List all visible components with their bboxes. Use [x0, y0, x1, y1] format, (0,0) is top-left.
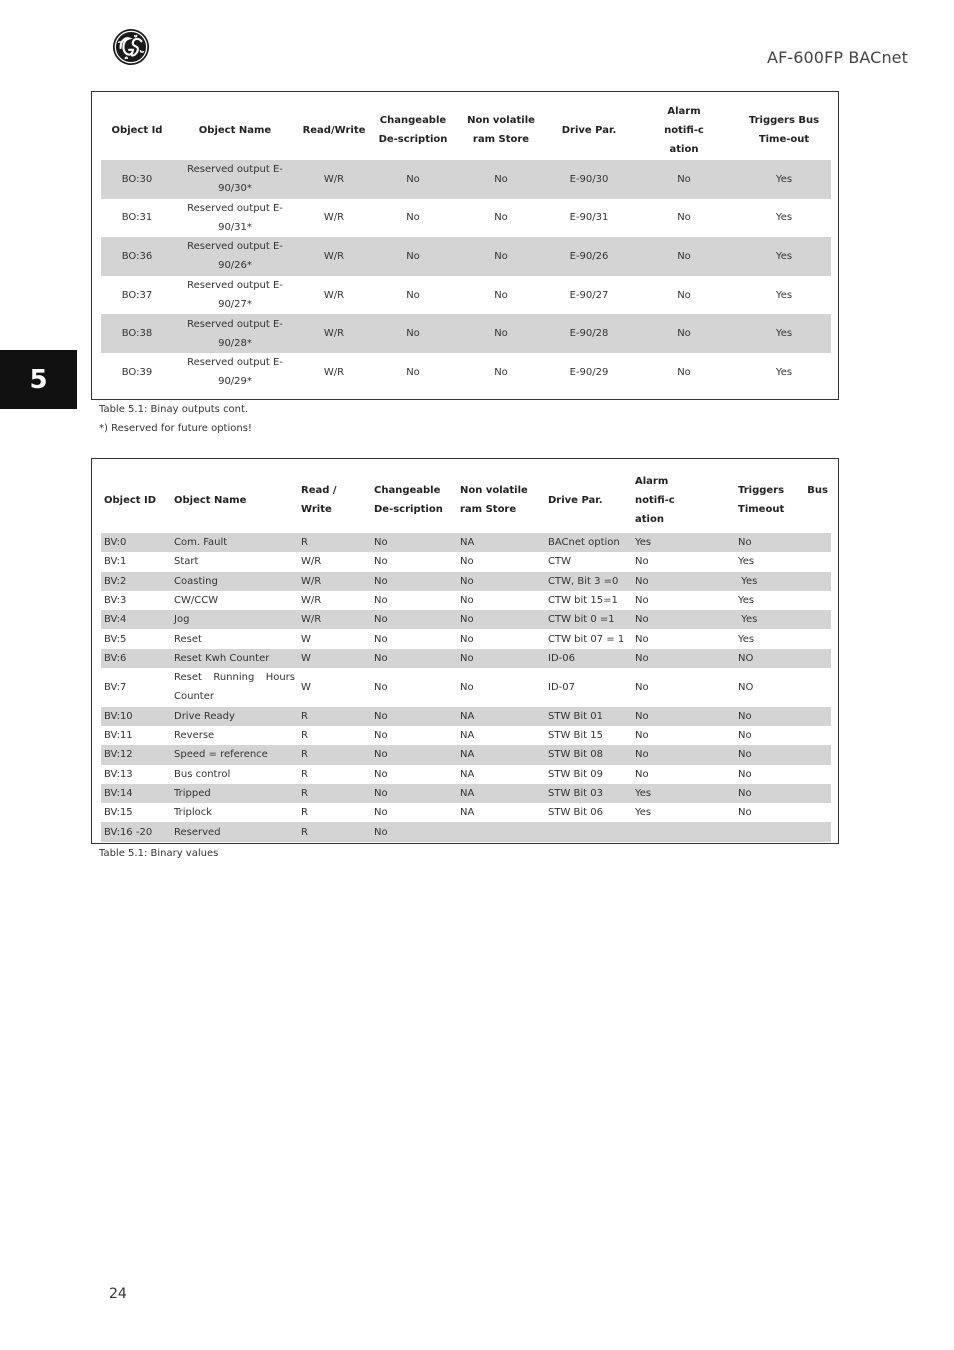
table-cell	[545, 822, 632, 841]
table-cell: W/R	[301, 595, 322, 607]
table-cell: No	[494, 366, 508, 378]
header-non-volatile-ram-store: Non volatile ram Store	[460, 485, 528, 515]
table-cell: Reverse	[174, 730, 215, 742]
table-cell: E-90/26	[547, 237, 631, 276]
table-cell: E-90/28	[547, 314, 631, 353]
table-row	[101, 237, 831, 276]
table-cell: BV:14	[101, 784, 171, 803]
table-cell: Yes	[775, 212, 793, 224]
table-cell: Drive Ready	[171, 707, 298, 726]
table-cell: CTW	[548, 556, 571, 568]
table-row	[101, 745, 831, 764]
table-cell: Yes	[735, 610, 831, 629]
table-cell: BV:6	[101, 649, 171, 668]
table-row	[101, 784, 831, 803]
table-row	[101, 765, 831, 784]
table-cell: W/R	[298, 610, 371, 629]
table-cell: No	[457, 572, 545, 591]
header-bus-word: Bus	[807, 485, 828, 496]
table-cell: No	[371, 784, 457, 803]
table-row	[101, 803, 831, 822]
table-cell: No	[738, 768, 752, 780]
table-cell: R	[298, 745, 371, 764]
header-triggers-word: Triggers	[738, 485, 785, 496]
table-cell: Yes	[738, 595, 755, 607]
document-title: AF-600FP BACnet	[767, 48, 908, 67]
name-word: Running	[213, 672, 255, 684]
table-footnote: *) Reserved for future options!	[99, 423, 252, 434]
table-cell: Reserved	[171, 822, 298, 841]
table-cell: No	[677, 212, 691, 224]
table-cell: Reserved output E-90/30*	[173, 160, 297, 199]
table-cell: BV:13	[104, 768, 133, 780]
table-cell: STW Bit 03	[545, 784, 632, 803]
table-cell: No	[632, 572, 735, 591]
table-cell: Reserved output E-90/26*	[173, 237, 297, 276]
name-word: Reset	[174, 672, 202, 684]
table-cell: W/R	[297, 314, 371, 353]
table-row	[101, 533, 831, 552]
table-cell: W/R	[323, 366, 345, 378]
header-non-volatile-ram-store: Non volatile ram Store	[467, 115, 535, 145]
header-drive-par: Drive Par.	[561, 124, 617, 136]
table-row	[101, 610, 831, 629]
table-cell: STW Bit 01	[545, 707, 632, 726]
table-cell: BO:37	[121, 289, 153, 301]
table-cell: Reserved output E-90/27*	[187, 280, 283, 311]
header-read-write: Read/Write	[302, 124, 366, 136]
table-row	[101, 276, 831, 315]
table-cell: No	[460, 681, 474, 693]
table-cell: No	[635, 633, 649, 645]
header-alarm-notification: Alarm notifi-cation	[664, 105, 704, 155]
table-cell: NO	[738, 681, 754, 693]
table-cell: Speed = reference	[171, 745, 298, 764]
table-row	[101, 160, 831, 199]
table-cell: BV:5	[104, 633, 127, 645]
header-read-write: Read / Write	[301, 485, 337, 515]
header-alarm-notification: Alarm notifi-cation	[635, 475, 675, 525]
table-cell: CTW, Bit 3 =0	[545, 572, 632, 591]
table-cell: No	[735, 745, 831, 764]
table-cell: Yes	[635, 807, 652, 819]
table-row	[101, 668, 831, 707]
table-cell: No	[406, 366, 420, 378]
table-cell: Coasting	[171, 572, 298, 591]
table-cell: R	[298, 822, 371, 841]
table-cell: STW Bit 08	[545, 745, 632, 764]
table-cell: BV:0	[101, 533, 171, 552]
table-cell: No	[460, 556, 474, 568]
table-cell: NA	[460, 807, 475, 819]
header-object-name: Object Name	[174, 494, 247, 506]
table-cell: E-90/30	[547, 160, 631, 199]
table-cell: No	[455, 314, 547, 353]
name-word: Hours	[265, 672, 295, 684]
table-cell: No	[457, 649, 545, 668]
table-cell: No	[632, 649, 735, 668]
table-cell: No	[635, 768, 649, 780]
table-cell: Reserved output E-90/31*	[187, 202, 283, 233]
table-cell: BO:36	[101, 237, 173, 276]
table-cell: No	[374, 807, 388, 819]
table-cell: R	[301, 807, 308, 819]
table-cell: No	[738, 730, 752, 742]
table-cell: BV:4	[101, 610, 171, 629]
table-row	[101, 822, 831, 841]
table-row	[101, 552, 831, 571]
table-cell: BV:15	[104, 807, 133, 819]
table-cell: No	[738, 807, 752, 819]
binary-values-table-box	[91, 458, 839, 844]
table-cell: E-90/31	[569, 212, 609, 224]
table-cell: W	[301, 633, 311, 645]
table-cell: No	[374, 556, 388, 568]
table-cell: STW Bit 06	[548, 807, 603, 819]
table-cell: BO:31	[121, 212, 153, 224]
table-cell: No	[632, 610, 735, 629]
table-cell	[457, 822, 545, 841]
binary-values-table	[101, 467, 831, 842]
table-cell: BO:30	[101, 160, 173, 199]
table-cell: NA	[457, 533, 545, 552]
binary-outputs-table-box	[91, 91, 839, 400]
table-cell: W/R	[297, 160, 371, 199]
table-row	[101, 629, 831, 648]
table-cell: ID-06	[545, 649, 632, 668]
table-cell: No	[371, 314, 455, 353]
ge-logo-icon	[112, 28, 150, 66]
header-object-id: Object Id	[111, 124, 163, 136]
table-cell: STW Bit 15	[548, 730, 603, 742]
table-cell: W/R	[298, 572, 371, 591]
table-cell: No	[635, 595, 649, 607]
table-cell: R	[298, 533, 371, 552]
header-drive-par: Drive Par.	[548, 494, 603, 506]
header-changeable-description: Changeable De-scription	[374, 485, 443, 515]
table-cell	[632, 822, 735, 841]
binary-outputs-table	[101, 100, 831, 392]
table-cell: NA	[457, 745, 545, 764]
header-object-name: Object Name	[198, 124, 272, 136]
table-cell: BV:2	[101, 572, 171, 591]
table-cell: No	[374, 633, 388, 645]
header-timeout-word: Timeout	[738, 504, 785, 515]
table-cell: No	[735, 784, 831, 803]
table-cell: CW/CCW	[174, 595, 219, 607]
table-cell: No	[632, 707, 735, 726]
table-caption: Table 5.1: Binary values	[99, 848, 219, 859]
table-cell: No	[371, 237, 455, 276]
table-cell: Yes	[738, 556, 755, 568]
table-cell: E-90/29	[569, 366, 609, 378]
table-cell: No	[374, 595, 388, 607]
table-cell: BV:3	[104, 595, 127, 607]
table-cell: CTW bit 15=1	[548, 595, 618, 607]
table-cell: No	[631, 314, 737, 353]
table-cell: Yes	[737, 314, 831, 353]
table-row	[101, 353, 831, 392]
table-cell: NA	[460, 768, 475, 780]
table-cell: No	[494, 212, 508, 224]
table-cell: No	[631, 237, 737, 276]
table-cell: R	[298, 707, 371, 726]
table-cell: Com. Fault	[171, 533, 298, 552]
table-cell: W	[298, 649, 371, 668]
table-cell: W	[301, 681, 311, 693]
table-cell: Tripped	[171, 784, 298, 803]
table-cell: STW Bit 09	[548, 768, 603, 780]
table-cell: R	[301, 730, 308, 742]
table-cell: Triplock	[174, 807, 213, 819]
table-cell: Yes	[632, 784, 735, 803]
table-cell: R	[298, 784, 371, 803]
table-cell: Bus control	[174, 768, 231, 780]
table-cell: Start	[174, 556, 199, 568]
table-cell: No	[457, 610, 545, 629]
table-cell: ID-07	[548, 681, 575, 693]
table-cell: No	[374, 730, 388, 742]
table-cell: No	[677, 289, 691, 301]
header-triggers-bus-timeout	[735, 467, 831, 533]
table-cell: No	[635, 730, 649, 742]
table-cell: NA	[460, 730, 475, 742]
table-cell: No	[371, 822, 457, 841]
table-cell	[735, 822, 831, 841]
table-cell: No	[371, 707, 457, 726]
table-cell: NA	[457, 707, 545, 726]
table-cell: No	[455, 160, 547, 199]
table-cell: No	[494, 289, 508, 301]
table-cell: Jog	[171, 610, 298, 629]
table-cell: Yes	[735, 572, 831, 591]
table-cell: W/R	[323, 289, 345, 301]
header-object-id: Object ID	[104, 494, 157, 506]
table-row	[101, 572, 831, 591]
header-changeable-description: Changeable De-scription	[378, 115, 448, 145]
table-cell: NO	[735, 649, 831, 668]
table-cell: No	[374, 768, 388, 780]
table-cell: Reset Kwh Counter	[171, 649, 298, 668]
table-header-row	[101, 100, 831, 160]
table-row	[101, 707, 831, 726]
table-row	[101, 314, 831, 353]
table-cell: BACnet option	[545, 533, 632, 552]
table-cell: Yes	[775, 289, 793, 301]
table-cell: W/R	[297, 237, 371, 276]
table-cell: No	[635, 681, 649, 693]
table-cell: Reserved output E-90/29*	[187, 357, 283, 388]
table-cell: Yes	[775, 366, 793, 378]
table-cell: BV:12	[101, 745, 171, 764]
table-row	[101, 726, 831, 745]
table-cell: CTW bit 0 =1	[545, 610, 632, 629]
table-cell: BO:38	[101, 314, 173, 353]
table-cell: Reserved output E-90/28*	[173, 314, 297, 353]
table-cell: W/R	[301, 556, 322, 568]
table-cell: No	[406, 289, 420, 301]
table-cell: BV:11	[104, 730, 133, 742]
table-cell: BV:10	[101, 707, 171, 726]
table-cell: No	[632, 745, 735, 764]
table-cell: BV:16 -20	[101, 822, 171, 841]
table-cell: Yes	[738, 633, 755, 645]
table-cell: No	[371, 610, 457, 629]
table-row	[101, 591, 831, 610]
table-cell: No	[735, 533, 831, 552]
table-cell: BO:39	[121, 366, 153, 378]
table-cell: BV:1	[104, 556, 127, 568]
table-cell: CTW bit 07 = 1	[548, 633, 625, 645]
table-cell: No	[455, 237, 547, 276]
table-cell: No	[371, 160, 455, 199]
table-cell: No	[460, 595, 474, 607]
table-cell: Yes	[737, 237, 831, 276]
table-cell: E-90/27	[569, 289, 609, 301]
table-cell: R	[301, 768, 308, 780]
table-cell: No	[371, 745, 457, 764]
table-row	[101, 649, 831, 668]
table-cell: No	[677, 366, 691, 378]
table-cell: No	[371, 649, 457, 668]
table-cell: No	[371, 533, 457, 552]
chapter-tab: 5	[0, 350, 77, 409]
table-cell: Yes	[632, 533, 735, 552]
table-cell: W/R	[323, 212, 345, 224]
table-cell: No	[460, 633, 474, 645]
page-number: 24	[109, 1286, 127, 1302]
table-cell: BV:7	[104, 681, 127, 693]
table-cell	[171, 668, 298, 707]
table-cell: NA	[457, 784, 545, 803]
table-cell: No	[406, 212, 420, 224]
header-triggers-bus-timeout: Triggers Bus Time-out	[748, 115, 820, 145]
table-cell: No	[635, 556, 649, 568]
table-cell: No	[371, 572, 457, 591]
name-word: Counter	[174, 691, 214, 703]
table-cell: No	[374, 681, 388, 693]
table-row	[101, 199, 831, 238]
table-header-row	[101, 467, 831, 533]
table-caption: Table 5.1: Binay outputs cont.	[99, 404, 249, 415]
table-cell: Reset	[174, 633, 202, 645]
table-cell: Yes	[737, 160, 831, 199]
table-cell: No	[735, 707, 831, 726]
table-cell: No	[631, 160, 737, 199]
